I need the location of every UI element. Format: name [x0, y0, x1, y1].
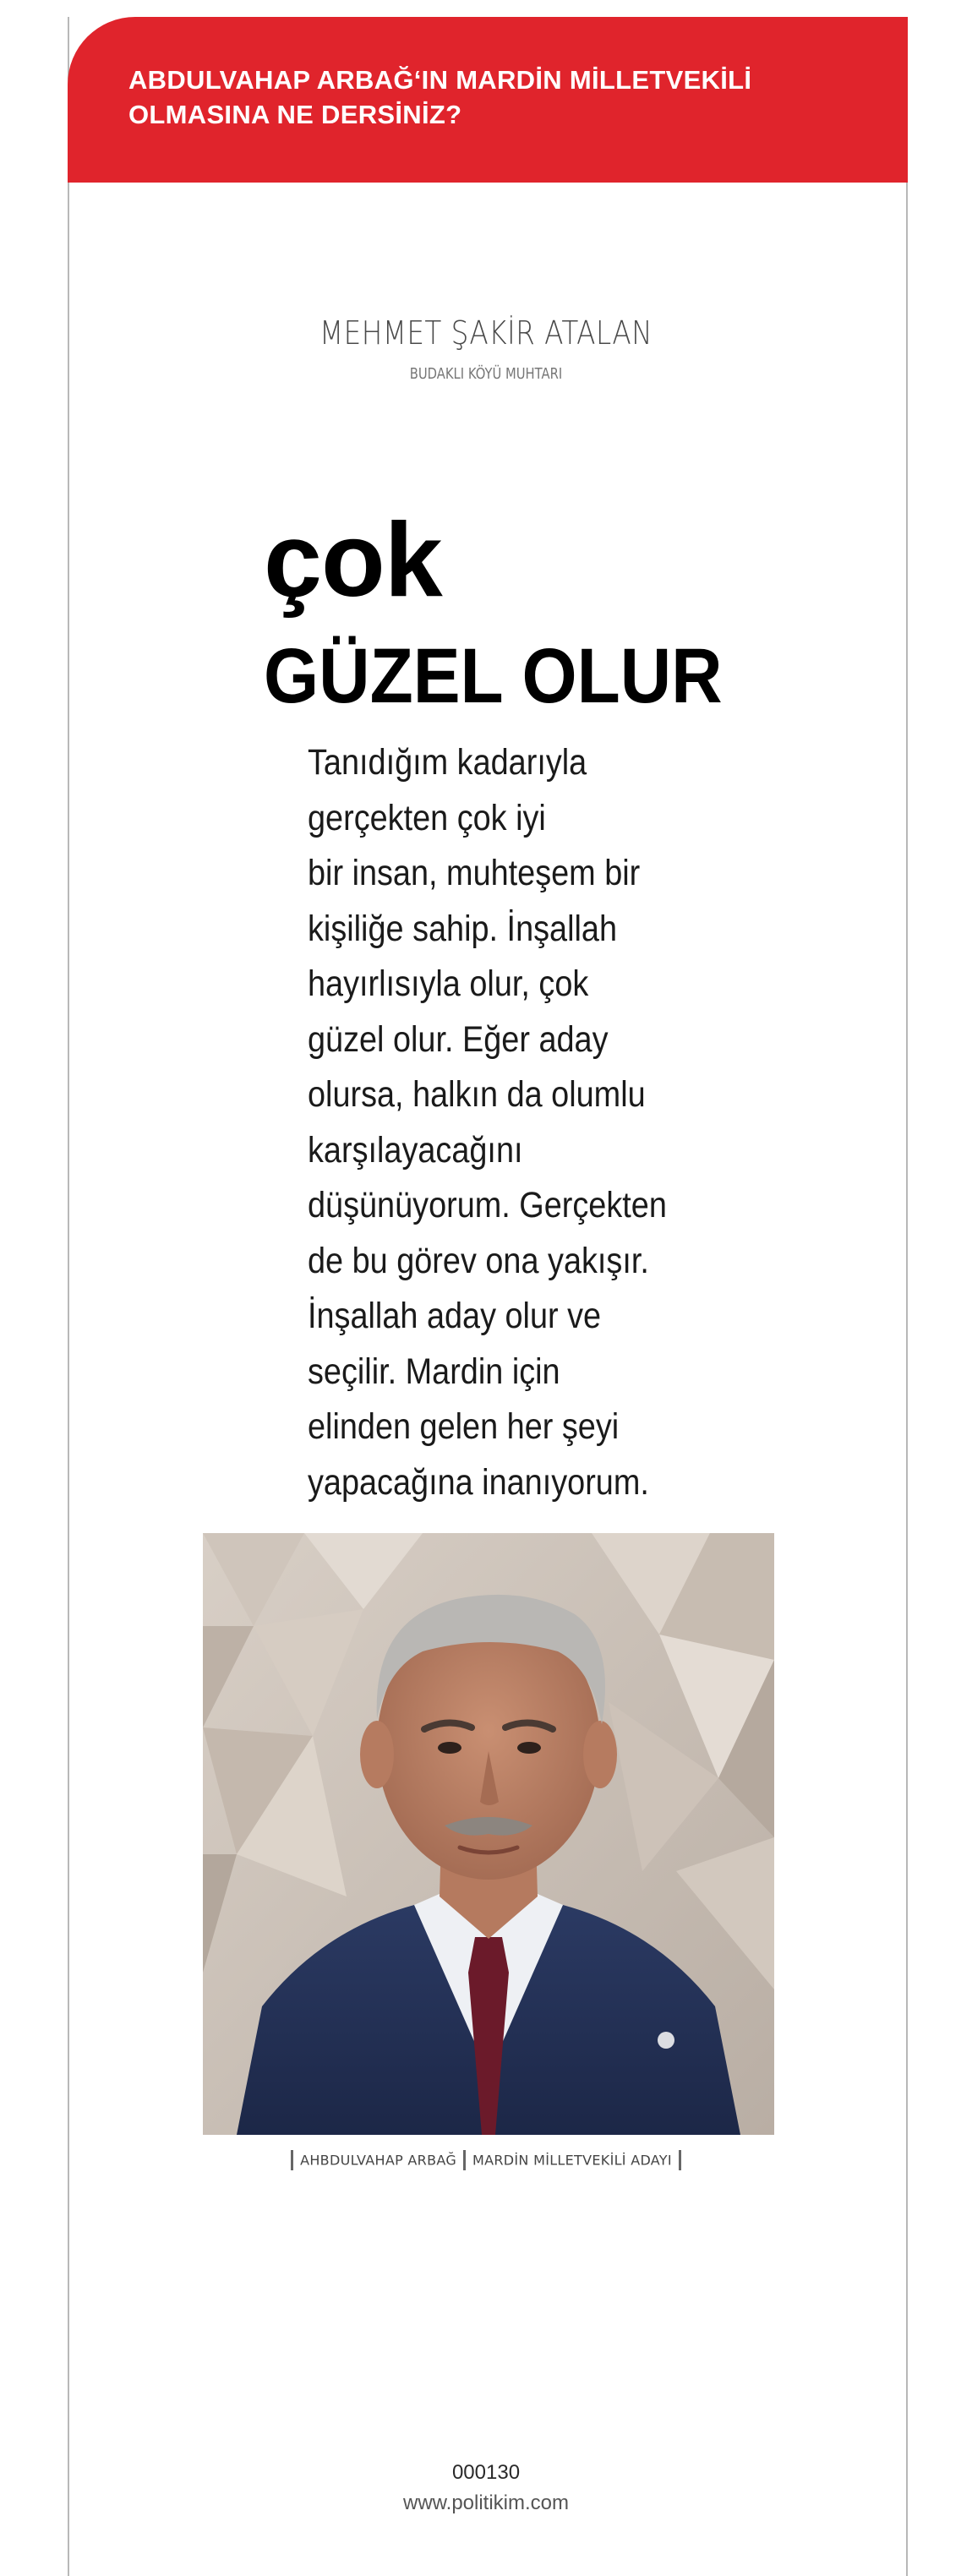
- headline-line-1: çok: [264, 502, 442, 619]
- quote-line: seçilir. Mardin için: [308, 1351, 560, 1392]
- caption-divider: [679, 2150, 681, 2170]
- quote-line: gerçekten çok iyi: [308, 797, 546, 838]
- caption-divider: [291, 2150, 293, 2170]
- website-url: www.politikim.com: [402, 2491, 570, 2514]
- photo-caption: [0, 2150, 972, 2170]
- quote-line: bir insan, muhteşem bir: [308, 853, 641, 893]
- headline-line-2: GÜZEL OLUR: [264, 633, 723, 719]
- quote-line: karşılayacağını: [308, 1129, 523, 1171]
- caption-title: MARDİN MİLLETVEKİLİ ADAYI: [472, 2152, 672, 2169]
- page-code: 000130: [451, 2461, 521, 2484]
- interviewee-name: MEHMET ŞAKİR ATALAN: [319, 314, 653, 352]
- caption-divider: [463, 2150, 466, 2170]
- quote-line: elinden gelen her şeyi: [308, 1406, 620, 1447]
- quote-text: [308, 735, 747, 1510]
- header-title: ABDULVAHAP ARBAĞ‘IN MARDİN MİLLETVEKİLİ OLMASINA NE DERSİNİZ?: [128, 65, 752, 129]
- caption-name: AHBDULVAHAP ARBAĞ: [300, 2152, 457, 2169]
- interviewee-role: BUDAKLI KÖYÜ MUHTARI: [409, 365, 563, 383]
- quote-line: Tanıdığım kadarıyla: [308, 742, 587, 783]
- quote-line: de bu görev ona yakışır.: [308, 1240, 649, 1281]
- quote-line: düşünüyorum. Gerçekten: [308, 1185, 667, 1225]
- quote-line: yapacağına inanıyorum.: [308, 1461, 649, 1503]
- quote-line: kişiliğe sahip. İnşallah: [308, 908, 617, 949]
- quote-line: güzel olur. Eğer aday: [308, 1018, 609, 1060]
- quote-line: İnşallah aday olur ve: [308, 1296, 602, 1336]
- quote-line: olursa, halkın da olumlu: [308, 1074, 646, 1115]
- portrait-photo: [203, 1533, 774, 2135]
- header-banner: [68, 17, 908, 183]
- quote-line: hayırlısıyla olur, çok: [308, 963, 589, 1004]
